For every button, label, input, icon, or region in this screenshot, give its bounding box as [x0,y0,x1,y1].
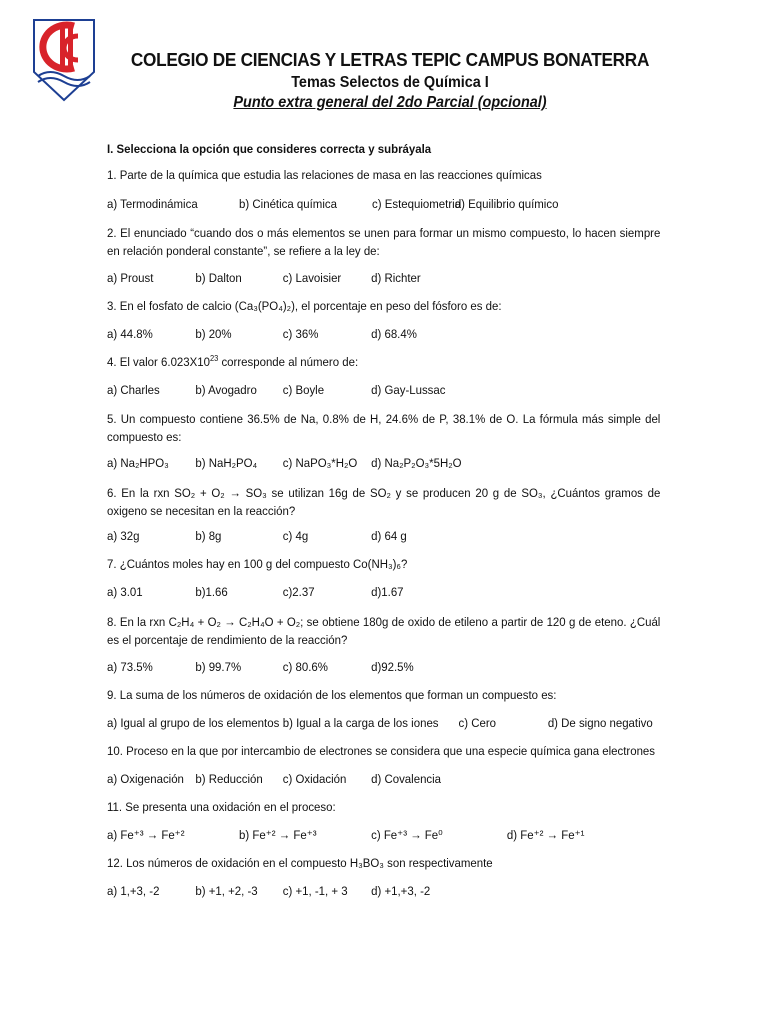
option-a[interactable]: a) Na₂HPO₃ [107,456,169,470]
course-title: Temas Selectos de Química I [291,74,489,91]
option-a[interactable]: a) Oxigenación [107,772,184,786]
option-d[interactable]: d) Fe⁺² → Fe⁺¹ [506,828,585,842]
question-4-options [107,383,712,401]
question-8-text: 8. En la rxn C₂H₄ + O₂ → C₂H₄O + O₂; se obtiene 180g de oxido de etileno a partir de 120 g de eteno. ¿Cuál es el porcentaje de rendimiento de la reacción? [107,615,661,647]
question-6-text: 6. En la rxn SO₂ + O₂ → SO₃ se utilizan 16g de SO₂ y se producen 20 g de SO₃, ¿Cuántos gramos de oxigeno se necesitan en la reacción? [107,486,661,518]
option-c[interactable]: c) Cero [458,716,497,730]
question-7-options [107,585,712,603]
option-d[interactable]: d) De signo negativo [547,716,653,730]
option-b[interactable]: b) Cinética química [239,197,337,211]
option-c[interactable]: c)2.37 [282,585,315,599]
question-6-options [107,529,712,547]
question-5-options [107,456,712,474]
question-1-options [107,197,712,215]
option-d[interactable]: d) Gay-Lussac [371,383,446,397]
option-d[interactable]: d) Na₂P₂O₃*5H₂O [371,456,462,470]
question-9-text: 9. La suma de los números de oxidación de los elementos que forman un compuesto es: [107,688,557,702]
option-d[interactable]: d) Equilibrio químico [454,197,559,211]
option-d[interactable]: d)1.67 [371,585,404,599]
question-5-text: 5. Un compuesto contiene 36.5% de Na, 0.8% de H, 24.6% de P, 38.1% de O. La fórmula más simple del compuesto es: [107,412,661,444]
option-c[interactable]: c) +1, -1, + 3 [282,884,348,898]
option-b[interactable]: b) Dalton [195,271,242,285]
school-logo [30,16,98,102]
option-d[interactable]: d) 64 g [371,529,407,543]
option-d[interactable]: d) 68.4% [371,327,417,341]
option-c[interactable]: c) 36% [282,327,319,341]
logo-bar [60,26,65,68]
question-9-options [107,716,712,734]
question-3-options [107,327,712,345]
option-b[interactable]: b) 99.7% [195,660,242,674]
option-b[interactable]: b)1.66 [195,585,228,599]
question-11-text: 11. Se presenta una oxidación en el proceso: [107,800,336,814]
option-b[interactable]: b) 20% [195,327,232,341]
option-b[interactable]: b) NaH₂PO₄ [195,456,258,470]
option-c[interactable]: c) Lavoisier [282,271,342,285]
question-12-text: 12. Los números de oxidación en el compuesto H₃BO₃ son respectivamente [107,856,493,870]
option-a[interactable]: a) Charles [107,383,160,397]
option-d[interactable]: d) +1,+3, -2 [371,884,431,898]
option-c[interactable]: c) Estequiometria [372,197,462,211]
option-a[interactable]: a) 44.8% [107,327,153,341]
option-c[interactable]: c) NaPO₃*H₂O [282,456,358,470]
option-b[interactable]: b) Avogadro [195,383,257,397]
question-10-options [107,772,712,790]
option-b[interactable]: b) +1, +2, -3 [195,884,258,898]
option-b[interactable]: b) Igual a la carga de los iones [282,716,439,730]
option-c[interactable]: c) Boyle [282,383,325,397]
option-b[interactable]: b) Reducción [195,772,263,786]
question-10-text: 10. Proceso en la que por intercambio de electrones se considera que una especie química gana electrones [107,744,656,758]
exam-subtitle: Punto extra general del 2do Parcial (opcional) [233,94,547,111]
option-a[interactable]: a) 32g [107,529,140,543]
option-c[interactable]: c) Oxidación [282,772,347,786]
section-instruction: I. Selecciona la opción que consideres correcta y subráyala [107,142,432,156]
option-d[interactable]: d) Richter [371,271,421,285]
option-d[interactable]: d) Covalencia [371,772,442,786]
option-c[interactable]: c) Fe⁺³ → Fe⁰ [371,828,443,842]
school-name: COLEGIO DE CIENCIAS Y LETRAS TEPIC CAMPUS BONATERRA [130,49,650,70]
question-11-options [107,828,712,846]
question-1-text: 1. Parte de la química que estudia las relaciones de masa en las reacciones químicas [107,168,542,182]
option-a[interactable]: a) Termodinámica [107,197,198,211]
option-a[interactable]: a) 3.01 [107,585,143,599]
question-2-text: 2. El enunciado “cuando dos o más elementos se unen para formar un mismo compuesto, lo hacen siempre en relación ponderal constante”, se refiere a la ley de: [107,226,661,258]
logo-bar [68,26,73,68]
option-c[interactable]: c) 4g [282,529,309,543]
question-4-text: 4. El valor $6.023X10^{23}$ corresponde al número de: [107,353,359,369]
question-8-options [107,660,712,678]
option-a[interactable]: a) Fe⁺³ → Fe⁺² [107,828,185,842]
option-d[interactable]: d)92.5% [371,660,414,674]
option-a[interactable]: a) Proust [107,271,154,285]
question-7-text: 7. ¿Cuántos moles hay en 100 g del compuesto Co(NH₃)₆? [107,557,408,571]
question-3-text: 3. En el fosfato de calcio (Ca₃(PO₄)₂), el porcentaje en peso del fósforo es de: [107,299,502,313]
option-a[interactable]: a) 1,+3, -2 [107,884,160,898]
option-a[interactable]: a) Igual al grupo de los elementos [107,716,280,730]
option-b[interactable]: b) 8g [195,529,222,543]
option-b[interactable]: b) Fe⁺² → Fe⁺³ [239,828,317,842]
question-12-options [107,884,712,902]
question-2-options [107,271,712,289]
option-c[interactable]: c) 80.6% [282,660,328,674]
option-a[interactable]: a) 73.5% [107,660,153,674]
